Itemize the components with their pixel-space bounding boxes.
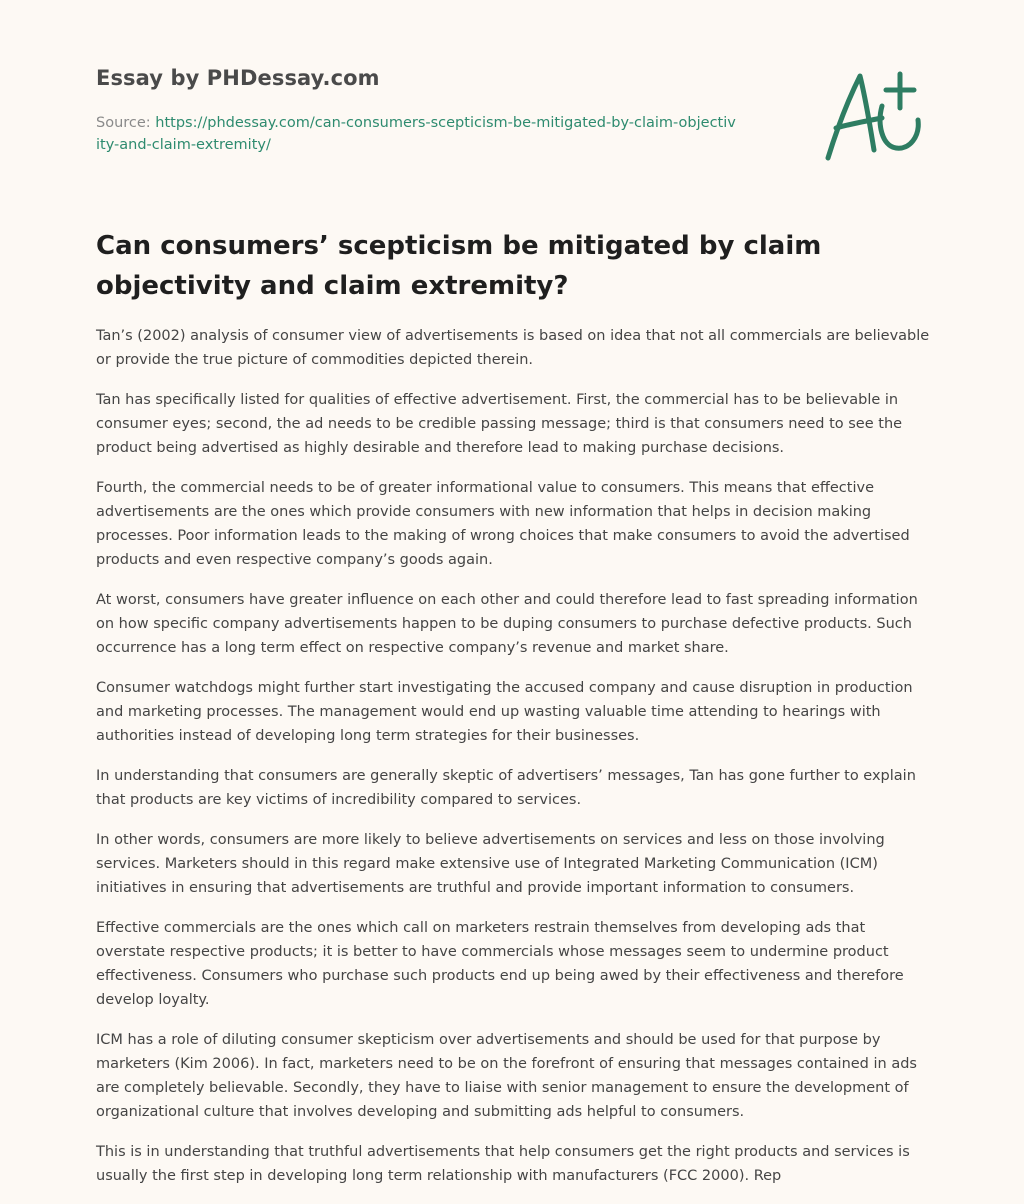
a-plus-grade-icon [822,66,928,166]
article-paragraph: ICM has a role of diluting consumer skepticism over advertisements and should be used for that purpose by marketers (Kim 2006). In fact, marketers need to be on the forefront of ensuring that messages contained in ads are completely believable. Secondly, they have to liaise with senior management to ensure the development of organizational culture that involves developing and submitting ads helpful to consumers. [96,1032,917,1120]
site-brand: Essay by PHDessay.com [96,66,380,90]
article-paragraph: This is in understanding that truthful advertisements that help consumers get the right products and services is usually the first step in developing long term relationship with manufacturers (FCC 2000). Rep [96,1144,910,1184]
article-paragraph: At worst, consumers have greater influence on each other and could therefore lead to fast spreading information on how specific company advertisements happen to be duping consumers to purchase defective products. Such occurrence has a long term effect on respective company’s revenue and market share. [96,592,918,656]
article-paragraph: Tan has specifically listed for qualities of effective advertisement. First, the commercial has to be believable in consumer eyes; second, the ad needs to be credible passing message; third is that consumers need to see the product being advertised as highly desirable and therefore lead to making purchase decisions. [96,392,903,456]
source-line [96,112,736,156]
article-paragraph: Fourth, the commercial needs to be of greater informational value to consumers. This means that effective advertisements are the ones which provide consumers with new information that helps in decision making processes. Poor information leads to the making of wrong choices that make consumers to avoid the advertised products and even respective company’s goods again. [96,480,910,568]
article-paragraph: In understanding that consumers are generally skeptic of advertisers’ messages, Tan has gone further to explain that products are key victims of incredibility compared to services. [96,768,916,808]
article-paragraph: Effective commercials are the ones which call on marketers restrain themselves from developing ads that overstate respective products; it is better to have commercials whose messages seem to undermine product effectiveness. Consumers who purchase such products end up being awed by their effectiveness and therefore develop loyalty. [96,920,904,1008]
article-paragraph: Consumer watchdogs might further start investigating the accused company and cause disruption in production and marketing processes. The management would end up wasting valuable time attending to hearings with authorities instead of developing long term strategies for their businesses. [96,680,913,744]
source-label: Source: [96,115,156,131]
article-paragraph: In other words, consumers are more likely to believe advertisements on services and less on those involving services. Marketers should in this regard make extensive use of Integrated Marketing Communication (ICM) initiatives in ensuring that advertisements are truthful and provide important information to consumers. [96,832,885,896]
article-title: Can consumers’ scepticism be mitigated by claim objectivity and claim extremity? [96,231,822,301]
source-link[interactable]: https://phdessay.com/can-consumers-scepticism-be-mitigated-by-claim-objectivity-and-claim-extremity/ [96,115,736,153]
article-body [96,324,932,1204]
article-paragraph: Tan’s (2002) analysis of consumer view of advertisements is based on idea that not all commercials are believable or provide the true picture of commodities depicted therein. [96,328,930,368]
